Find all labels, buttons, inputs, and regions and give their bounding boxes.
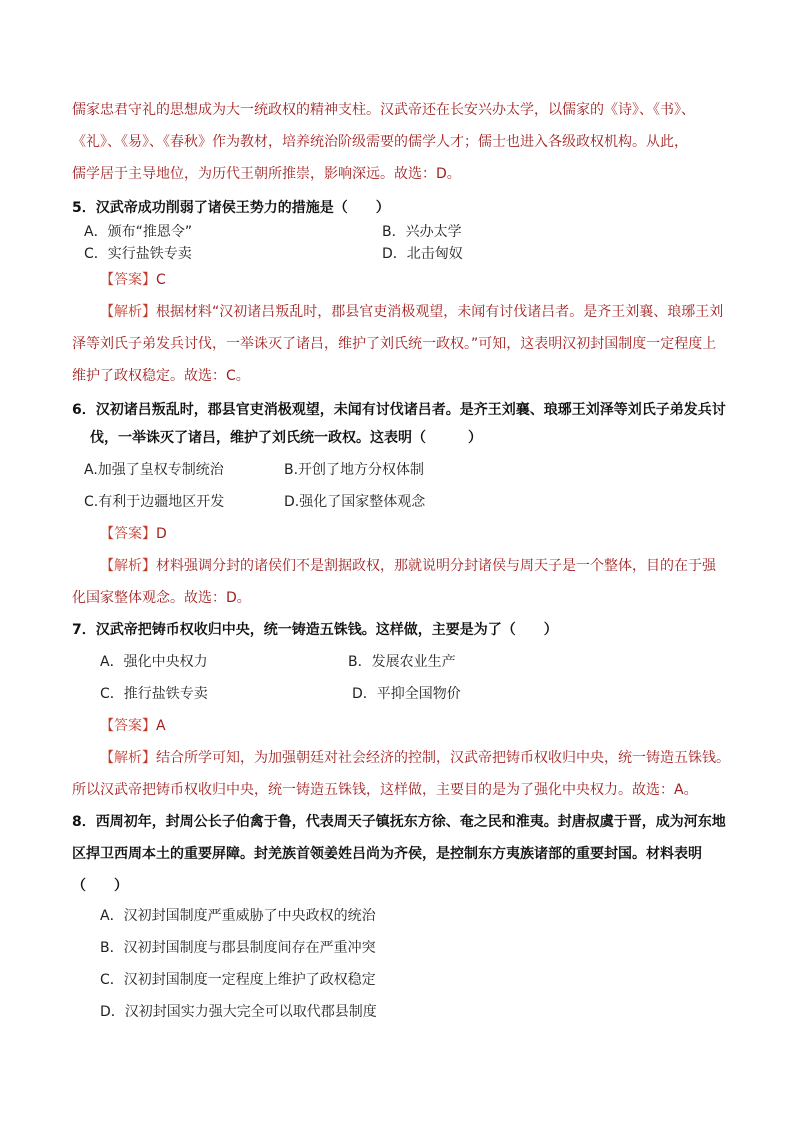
q5-analysis-line-3: 维护了政权稳定。故选：C。 [72, 368, 250, 384]
q6-option-b: B.开创了地方分权体制 [284, 462, 425, 478]
q7-stem: 7．汉武帝把铸币权收归中央，统一铸造五铢钱。这样做，主要是为了（ ） [72, 622, 558, 638]
q5-analysis-line-1 [100, 302, 723, 322]
q5-analysis-tag: 【解析】 [100, 304, 156, 320]
q8-stem-line-3: （ ） [72, 878, 128, 894]
q6-analysis-tag: 【解析】 [100, 558, 156, 574]
q6-answer [100, 524, 167, 544]
q6-option-d: D.强化了国家整体观念 [284, 494, 426, 510]
q6-answer-tag: 【答案】 [100, 526, 156, 542]
q5-option-b: B．兴办太学 [382, 224, 462, 240]
q7-analysis-tag: 【解析】 [100, 750, 156, 766]
q8-option-b: B．汉初封国制度与郡县制度间存在严重冲突 [100, 940, 376, 956]
q6-analysis-line-1 [100, 556, 716, 576]
q7-answer [100, 716, 166, 736]
q7-analysis-line-1 [100, 748, 730, 768]
q6-analysis-line-2: 化国家整体观念。故选：D。 [72, 590, 251, 606]
q8-stem-line-1: 8．西周初年，封周公长子伯禽于鲁，代表周天子镇抚东方徐、奄之民和淮夷。封唐叔虞于晋，成为河东地 [72, 814, 726, 830]
q6-option-c: C.有利于边疆地区开发 [84, 494, 225, 510]
q5-option-c: C．实行盐铁专卖 [84, 246, 192, 262]
q5-analysis-line-2: 泽等刘氏子弟发兵讨伐，一举诛灭了诸吕，维护了刘氏统一政权。”可知，这表明汉初封国制度一定程度上 [72, 336, 717, 352]
q7-answer-value: A [156, 718, 166, 734]
q6-answer-value: D [156, 526, 167, 542]
intro-line-1: 儒家忠君守礼的思想成为大一统政权的精神支柱。汉武帝还在长安兴办太学，以儒家的《诗》、《书》、 [72, 102, 695, 118]
q8-stem-line-2: 区捍卫西周本土的重要屏障。封羌族首领姜姓吕尚为齐侯，是控制东方夷族诸部的重要封国。材料表明 [72, 846, 702, 862]
q5-option-a: A．颁布“推恩令” [84, 224, 193, 240]
q8-option-a: A．汉初封国制度严重威胁了中央政权的统治 [100, 908, 376, 924]
q5-answer-tag: 【答案】 [100, 272, 156, 288]
q6-stem-line-1: 6．汉初诸吕叛乱时，郡县官吏消极观望，未闻有讨伐诸吕者。是齐王刘襄、琅琊王刘泽等刘氏子弟发兵讨 [72, 402, 726, 418]
q8-option-c: C．汉初封国制度一定程度上维护了政权稳定 [100, 972, 376, 988]
q5-answer [100, 270, 166, 290]
q5-option-d: D．北击匈奴 [382, 246, 463, 262]
q6-analysis-text-1: 材料强调分封的诸侯们不是割据政权，那就说明分封诸侯与周天子是一个整体，目的在于强 [156, 558, 716, 574]
q7-option-c: C．推行盐铁专卖 [100, 686, 208, 702]
q7-option-a: A．强化中央权力 [100, 654, 208, 670]
q8-option-d: D．汉初封国实力强大完全可以取代郡县制度 [100, 1004, 377, 1020]
intro-line-2: 《礼》、《易》、《春秋》作为教材，培养统治阶级需要的儒学人才；儒士也进入各级政权机构。从此， [72, 134, 688, 150]
q7-option-d: D．平抑全国物价 [352, 686, 461, 702]
q7-option-b: B．发展农业生产 [348, 654, 456, 670]
q5-answer-value: C [156, 272, 166, 288]
intro-line-3: 儒学居于主导地位，为历代王朝所推崇，影响深远。故选：D。 [72, 166, 461, 182]
q5-analysis-text-1: 根据材料“汉初诸吕叛乱时，郡县官吏消极观望，未闻有讨伐诸吕者。是齐王刘襄、琅琊王刘 [156, 304, 724, 320]
q6-stem-line-2: 伐，一举诛灭了诸吕，维护了刘氏统一政权。这表明（ ） [90, 430, 482, 446]
q7-analysis-text-1: 结合所学可知，为加强朝廷对社会经济的控制，汉武帝把铸币权收归中央，统一铸造五铢钱。 [156, 750, 730, 766]
q7-answer-tag: 【答案】 [100, 718, 156, 734]
q5-stem: 5．汉武帝成功削弱了诸侯王势力的措施是（ ） [72, 200, 390, 216]
q6-option-a: A.加强了皇权专制统治 [84, 462, 224, 478]
q7-analysis-line-2: 所以汉武帝把铸币权收归中央，统一铸造五铢钱，这样做，主要目的是为了强化中央权力。故选：A。 [72, 782, 698, 798]
